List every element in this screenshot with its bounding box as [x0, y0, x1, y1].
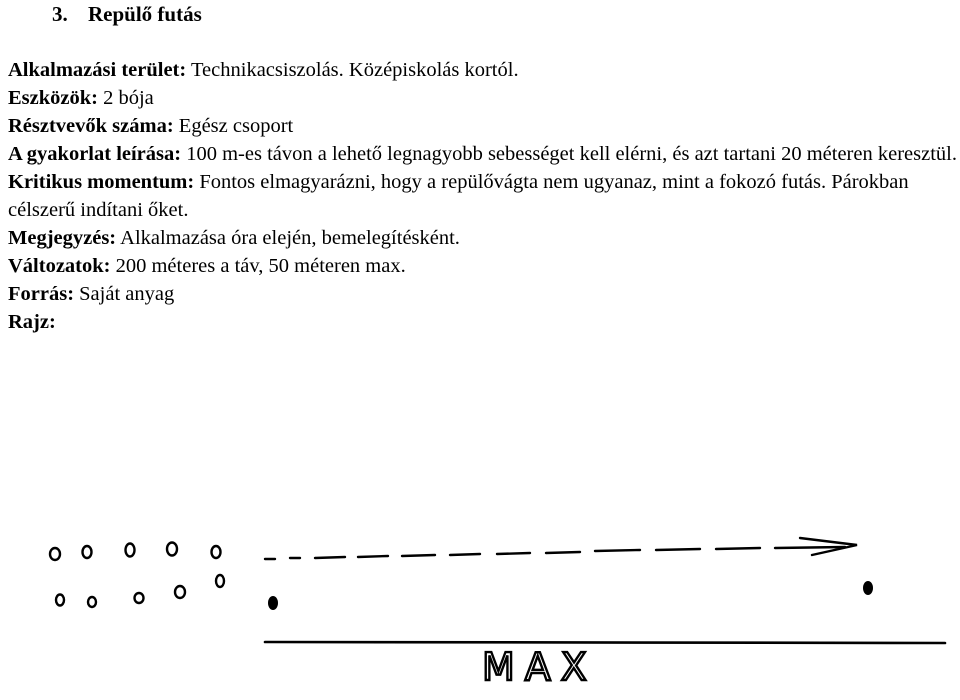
runner-marker [175, 586, 185, 598]
field-label: A gyakorlat leírása: [8, 143, 182, 165]
field-value: 2 bója [97, 87, 154, 109]
field-value: 100 m-es távon a lehető legnagyobb sebességet kell elérni, és azt tartani 20 méteren keresztül. [181, 143, 957, 165]
field-variations [8, 252, 958, 280]
runner-marker [56, 595, 64, 606]
cone-marker-end [863, 581, 873, 595]
running-path-arrow [265, 538, 857, 559]
exercise-fields [8, 56, 958, 336]
exercise-sketch [0, 520, 960, 700]
field-equipment [8, 84, 958, 112]
runner-marker [167, 543, 177, 556]
max-zone-line [265, 642, 945, 643]
field-value: 200 méteres a táv, 50 méteren max. [110, 255, 406, 277]
field-value: Alkalmazása óra elején, bemelegítésként. [116, 227, 460, 249]
runner-marker [88, 597, 96, 607]
section-title: Repülő futás [88, 2, 202, 26]
runner-marker [126, 544, 135, 557]
field-participants [8, 112, 958, 140]
field-label: Rajz: [8, 311, 56, 333]
runner-marker [83, 546, 92, 558]
runner-marker [216, 575, 224, 587]
cone-marker-start [268, 596, 278, 610]
field-note [8, 224, 958, 252]
field-source [8, 280, 958, 308]
runner-marker [135, 593, 144, 603]
runner-marker [50, 548, 60, 560]
field-label: Résztvevők száma: [8, 115, 174, 137]
field-value: Egész csoport [173, 115, 294, 137]
field-application-area [8, 56, 958, 84]
field-label: Kritikus momentum: [8, 171, 195, 193]
section-number: 3. [52, 2, 68, 26]
max-label: MAX [482, 645, 597, 689]
field-value: Saját anyag [74, 283, 175, 305]
field-label: Eszközök: [8, 87, 98, 109]
section-heading [52, 2, 202, 27]
field-critical-moment [8, 168, 958, 224]
field-label: Megjegyzés: [8, 227, 117, 249]
field-label: Alkalmazási terület: [8, 59, 187, 81]
field-label: Forrás: [8, 283, 75, 305]
field-value: Technikacsiszolás. Középiskolás kortól. [186, 59, 519, 81]
field-value: Fontos elmagyarázni, hogy a repülővágta nem ugyanaz, mint a fokozó futás. Párokban célszerű indítani őket. [8, 171, 909, 221]
field-label: Változatok: [8, 255, 111, 277]
runner-marker [212, 546, 221, 558]
field-drawing [8, 308, 958, 336]
field-description [8, 140, 958, 168]
